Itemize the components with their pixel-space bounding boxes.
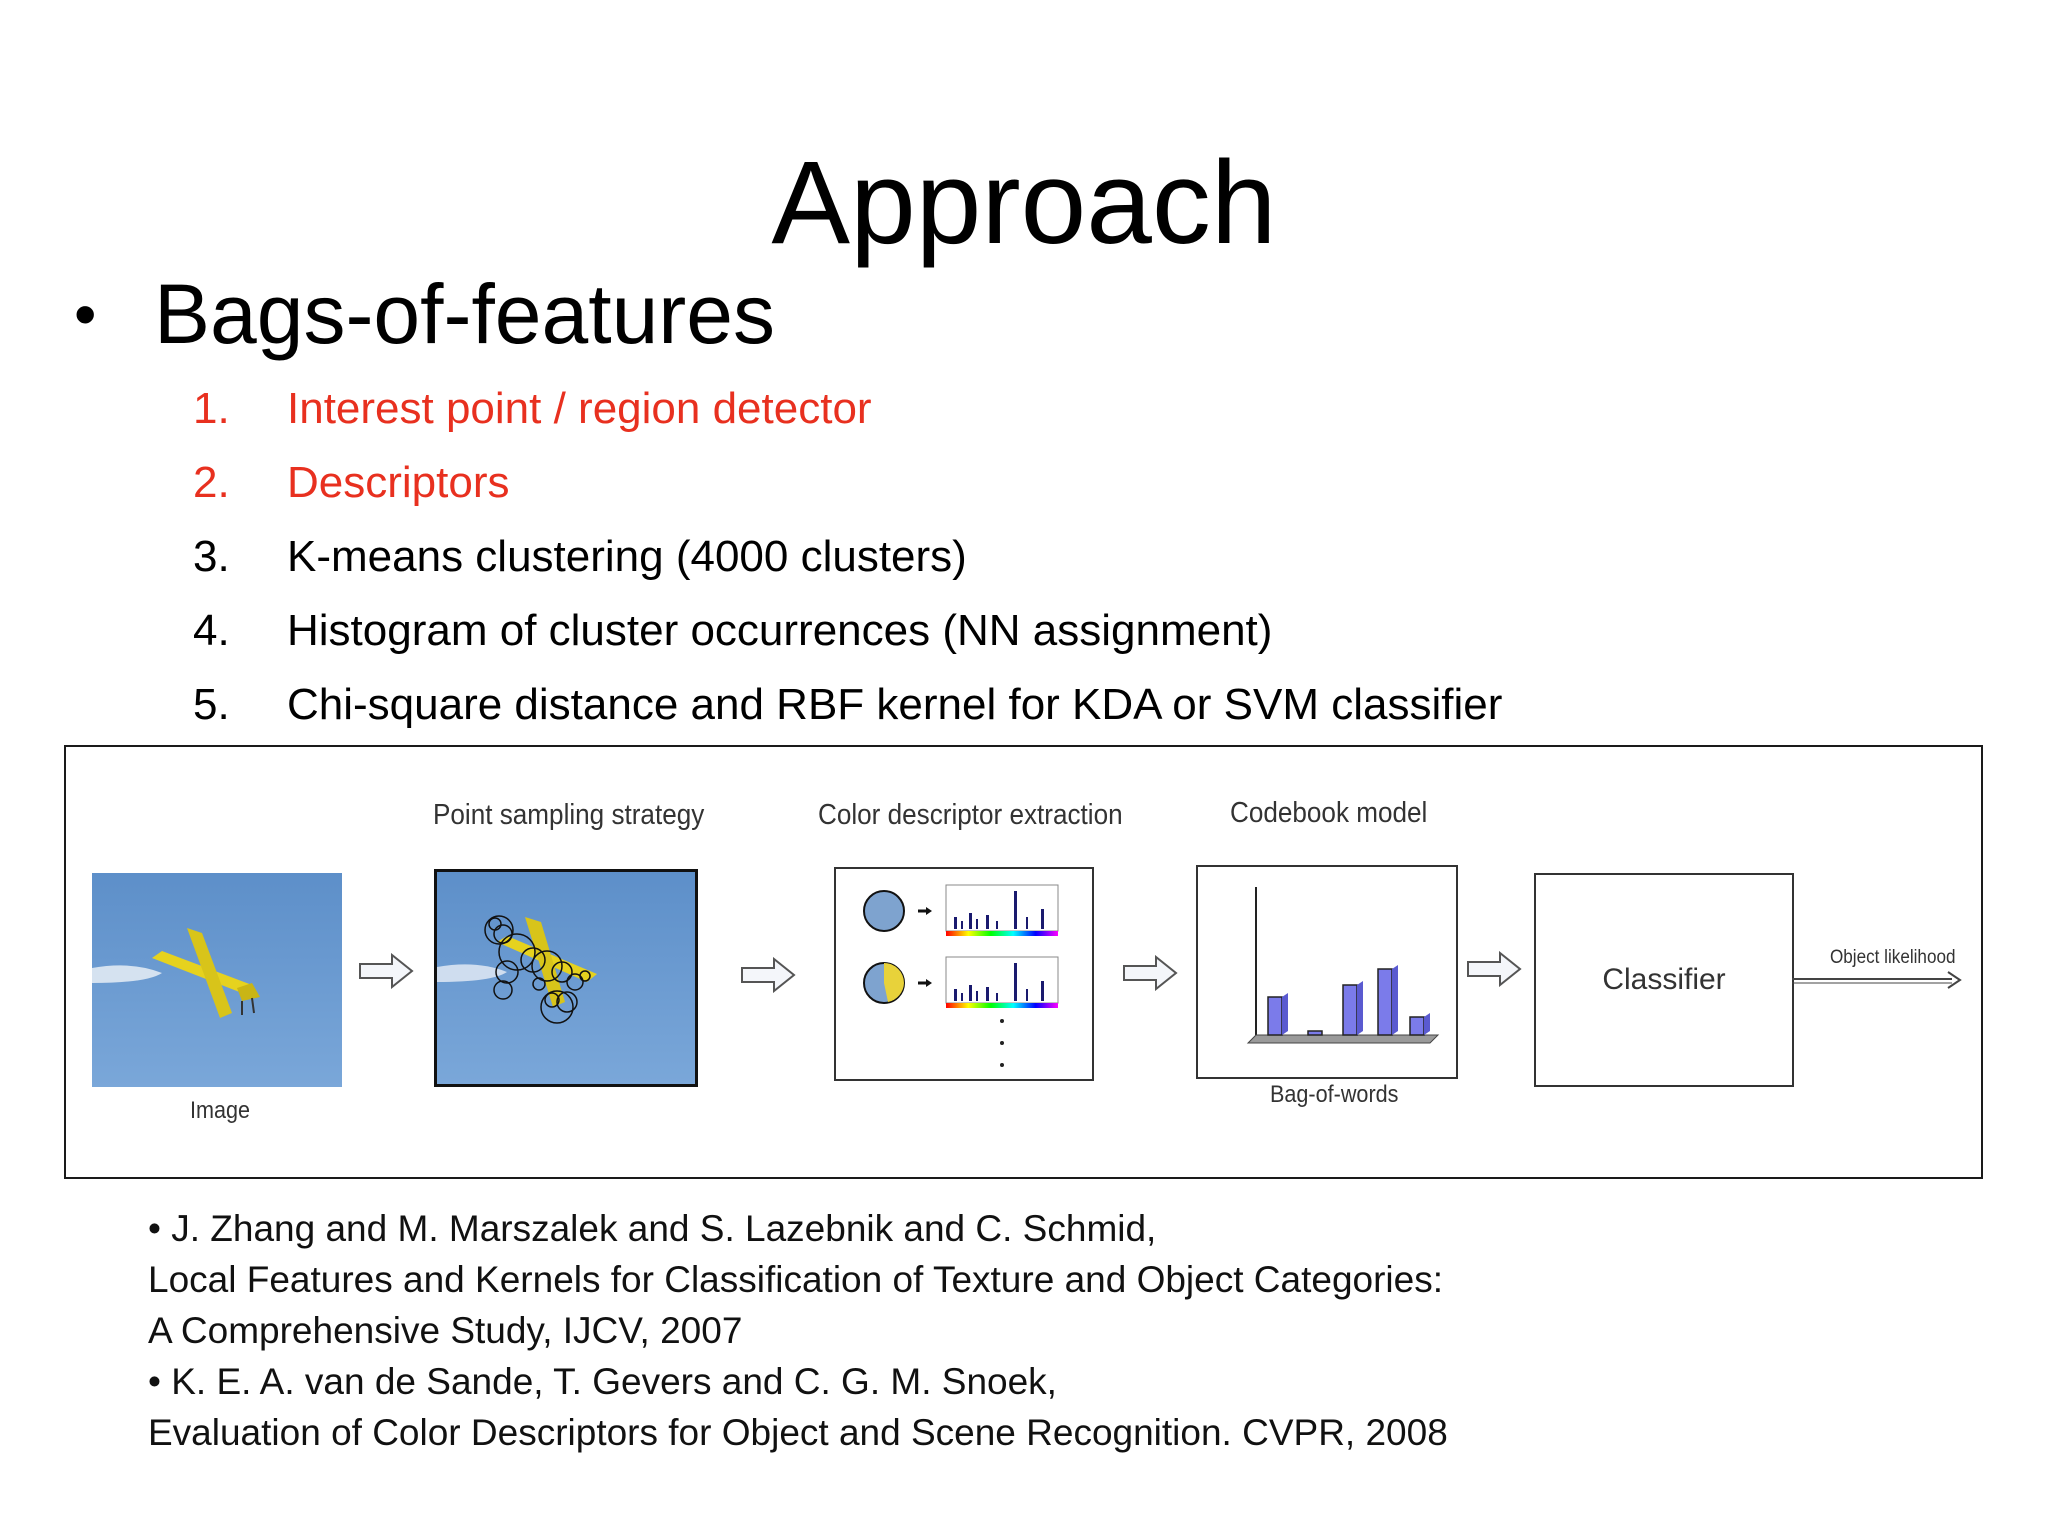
color-descriptor-label: Color descriptor extraction [818, 799, 1123, 831]
step-item [193, 520, 1502, 594]
step-number: 4. [193, 606, 230, 655]
reference-line: • K. E. A. van de Sande, T. Gevers and C. G. M. Snoek, [148, 1361, 1057, 1402]
classifier-box [1534, 873, 1794, 1087]
step-text: Chi-square distance and RBF kernel for KDA or SVM classifier [287, 680, 1503, 729]
sampled-photo [434, 869, 698, 1087]
step-number: 1. [193, 384, 230, 433]
keypoint-circles-icon [437, 872, 695, 1084]
codebook-box [1196, 865, 1458, 1079]
color-histogram-icon [836, 869, 1092, 1079]
bag-of-words-histogram-icon [1198, 867, 1456, 1077]
main-bullet [74, 266, 775, 362]
step-text: K-means clustering (4000 clusters) [287, 532, 967, 581]
step-item [193, 594, 1502, 668]
main-bullet-text: Bags-of-features [154, 267, 775, 361]
references [148, 1203, 1448, 1458]
image-label: Image [190, 1097, 251, 1124]
slide-title: Approach [771, 137, 1277, 269]
codebook-label: Codebook model [1230, 797, 1428, 829]
reference-line: Local Features and Kernels for Classification of Texture and Object Categories: [148, 1259, 1443, 1300]
reference-line: • J. Zhang and M. Marszalek and S. Lazebnik and C. Schmid, [148, 1208, 1157, 1249]
step-item [193, 668, 1502, 742]
arrow-icon [740, 957, 796, 993]
bag-of-words-label: Bag-of-words [1270, 1081, 1399, 1108]
arrow-icon [1466, 951, 1522, 987]
step-item [193, 372, 1502, 446]
step-list [193, 372, 1502, 742]
arrow-icon [1122, 955, 1178, 991]
step-text: Descriptors [287, 458, 510, 507]
bullet-marker: • [74, 278, 97, 350]
classifier-label: Classifier [1602, 963, 1726, 996]
step-item [193, 446, 1502, 520]
step-number: 3. [193, 532, 230, 581]
step-number: 2. [193, 458, 230, 507]
pipeline-figure [64, 745, 1983, 1179]
reference-line: A Comprehensive Study, IJCV, 2007 [148, 1310, 743, 1351]
output-label: Object likelihood [1830, 947, 1956, 968]
output-arrow-icon [1792, 969, 1962, 989]
point-sampling-label: Point sampling strategy [433, 799, 705, 831]
airplane-icon [92, 873, 342, 1087]
step-text: Histogram of cluster occurrences (NN assignment) [287, 606, 1273, 655]
reference-line: Evaluation of Color Descriptors for Object and Scene Recognition. CVPR, 2008 [148, 1412, 1448, 1453]
step-number: 5. [193, 680, 230, 729]
arrow-icon [358, 953, 414, 989]
input-photo [92, 873, 342, 1087]
step-text: Interest point / region detector [287, 384, 872, 433]
descriptor-box [834, 867, 1094, 1081]
